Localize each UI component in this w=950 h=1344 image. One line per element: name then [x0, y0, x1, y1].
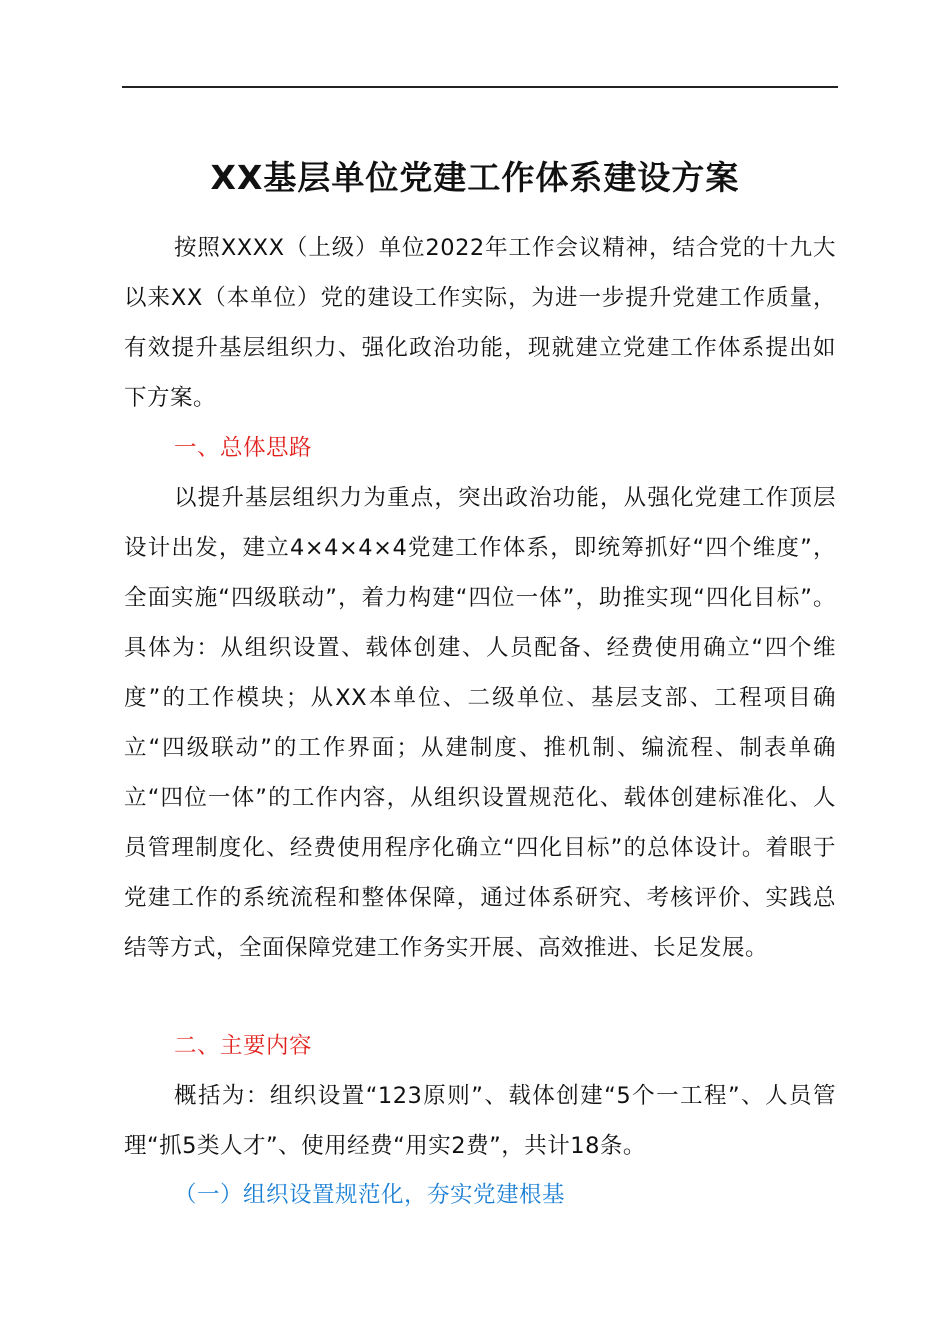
section-heading-main-content: 二、主要内容: [174, 1033, 313, 1059]
intro-paragraph: 按照XXXX（上级）单位2022年工作会议精神，结合党的十九大以来XX（本单位）党的建设工作实际，为进一步提升党建工作质量，有效提升基层组织力、强化政治功能，现就建立党建工作体系提出如下方案。: [124, 235, 836, 411]
section-heading-overall-approach: 一、总体思路: [174, 435, 313, 461]
main-content-paragraph: 概括为：组织设置“123原则”、载体创建“5个一工程”、人员管理“抓5类人才”、使用经费“用实2费”，共计18条。: [124, 1083, 836, 1159]
document-title: XX基层单位党建工作体系建设方案: [210, 158, 740, 197]
overall-approach-paragraph: 以提升基层组织力为重点，突出政治功能，从强化党建工作顶层设计出发，建立4×4×4×4党建工作体系，即统筹抓好“四个维度”，全面实施“四级联动”，着力构建“四位一体”，助推实现“四化目标”。具体为：从组织设置、载体创建、人员配备、经费使用确立“四个维度”的工作模块；从XX本单位、二级单位、基层支部、工程项目确立“四级联动”的工作界面；从建制度、推机制、编流程、制表单确立“四位一体”的工作内容，从组织设置规范化、载体创建标准化、人员管理制度化、经费使用程序化确立“四化目标”的总体设计。着眼于党建工作的系统流程和整体保障，通过体系研究、考核评价、实践总结等方式，全面保障党建工作务实开展、高效推进、长足发展。: [124, 485, 836, 961]
header-rule: [122, 86, 838, 88]
subsection-heading-organization: （一）组织设置规范化，夯实党建根基: [174, 1182, 566, 1208]
